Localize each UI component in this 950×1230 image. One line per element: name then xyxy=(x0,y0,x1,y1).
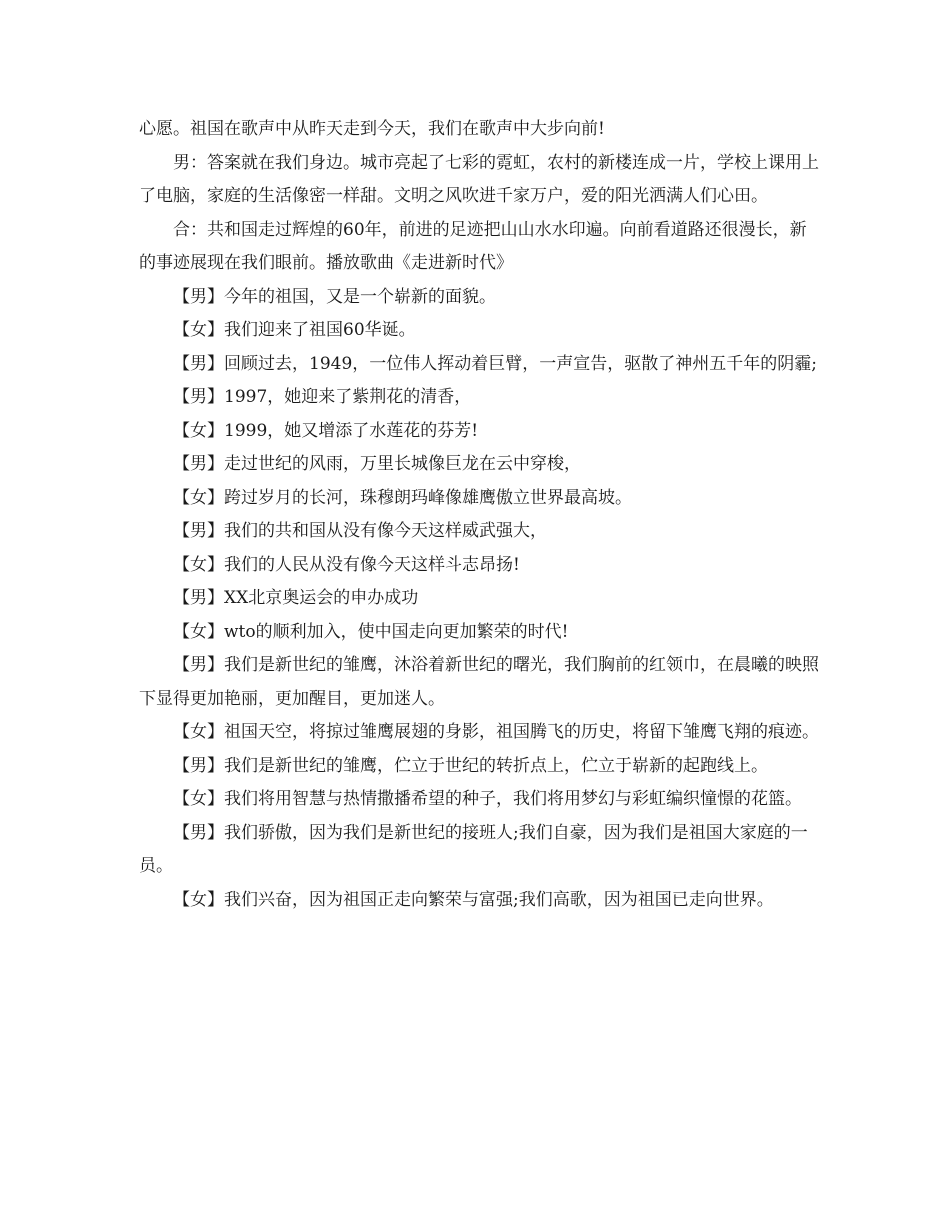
dialogue-line: 【女】1999，她又增添了水莲花的芬芳! xyxy=(173,420,479,441)
dialogue-line: 【女】我们将用智慧与热情撒播希望的种子，我们将用梦幻与彩虹编织憧憬的花篮。 xyxy=(173,789,802,809)
paragraph: 男：答案就在我们身边。城市亮起了七彩的霓虹，农村的新楼连成一片，学校上课用上了电脑，家庭的生活像密一样甜。文明之风吹进千家万户，爱的阳光洒满人们心田。 xyxy=(139,152,819,206)
document-body xyxy=(139,113,819,917)
dialogue-line: 【男】1997，她迎来了紫荆花的清香， xyxy=(173,387,472,407)
dialogue-line: 【女】我们兴奋，因为祖国正走向繁荣与富强;我们高歌，因为祖国已走向世界。 xyxy=(173,889,774,910)
dialogue-line: 【男】回顾过去，1949，一位伟人挥动着巨臂，一声宣告，驱散了神州五千年的阴霾; xyxy=(173,353,817,374)
dialogue-line: 【女】跨过岁月的长河，珠穆朗玛峰像雄鹰傲立世界最高坡。 xyxy=(173,487,632,508)
paragraph: 合：共和国走过辉煌的60年，前进的足迹把山山水水印遍。向前看道路还很漫长，新的事迹展现在我们眼前。播放歌曲《走进新时代》 xyxy=(139,219,807,273)
dialogue-line: 【男】XX北京奥运会的申办成功 xyxy=(173,588,419,608)
dialogue-line: 【男】我们是新世纪的雏鹰，伫立于世纪的转折点上，伫立于崭新的起跑线上。 xyxy=(173,755,768,776)
dialogue-line: 【女】我们的人民从没有像今天这样斗志昂扬! xyxy=(173,554,520,575)
dialogue-line: 【女】wto的顺利加入，使中国走向更加繁荣的时代! xyxy=(173,621,569,642)
dialogue-line: 【男】我们是新世纪的雏鹰，沐浴着新世纪的曙光，我们胸前的红领巾，在晨曦的映照下显得更加艳丽，更加醒目，更加迷人。 xyxy=(139,655,819,709)
dialogue-line: 【男】我们骄傲，因为我们是新世纪的接班人;我们自豪，因为我们是祖国大家庭的一员。 xyxy=(139,822,808,876)
dialogue-line: 【男】今年的祖国，又是一个崭新的面貌。 xyxy=(173,286,496,307)
dialogue-line: 【女】祖国天空，将掠过雏鹰展翅的身影，祖国腾飞的历史，将留下雏鹰飞翔的痕迹。 xyxy=(173,722,819,742)
dialogue-line: 【女】我们迎来了祖国60华诞。 xyxy=(173,320,416,340)
dialogue-line: 【男】我们的共和国从没有像今天这样威武强大， xyxy=(173,521,547,541)
dialogue-line: 【男】走过世纪的风雨，万里长城像巨龙在云中穿梭， xyxy=(173,454,581,474)
paragraph: 心愿。祖国在歌声中从昨天走到今天，我们在歌声中大步向前! xyxy=(139,119,605,139)
